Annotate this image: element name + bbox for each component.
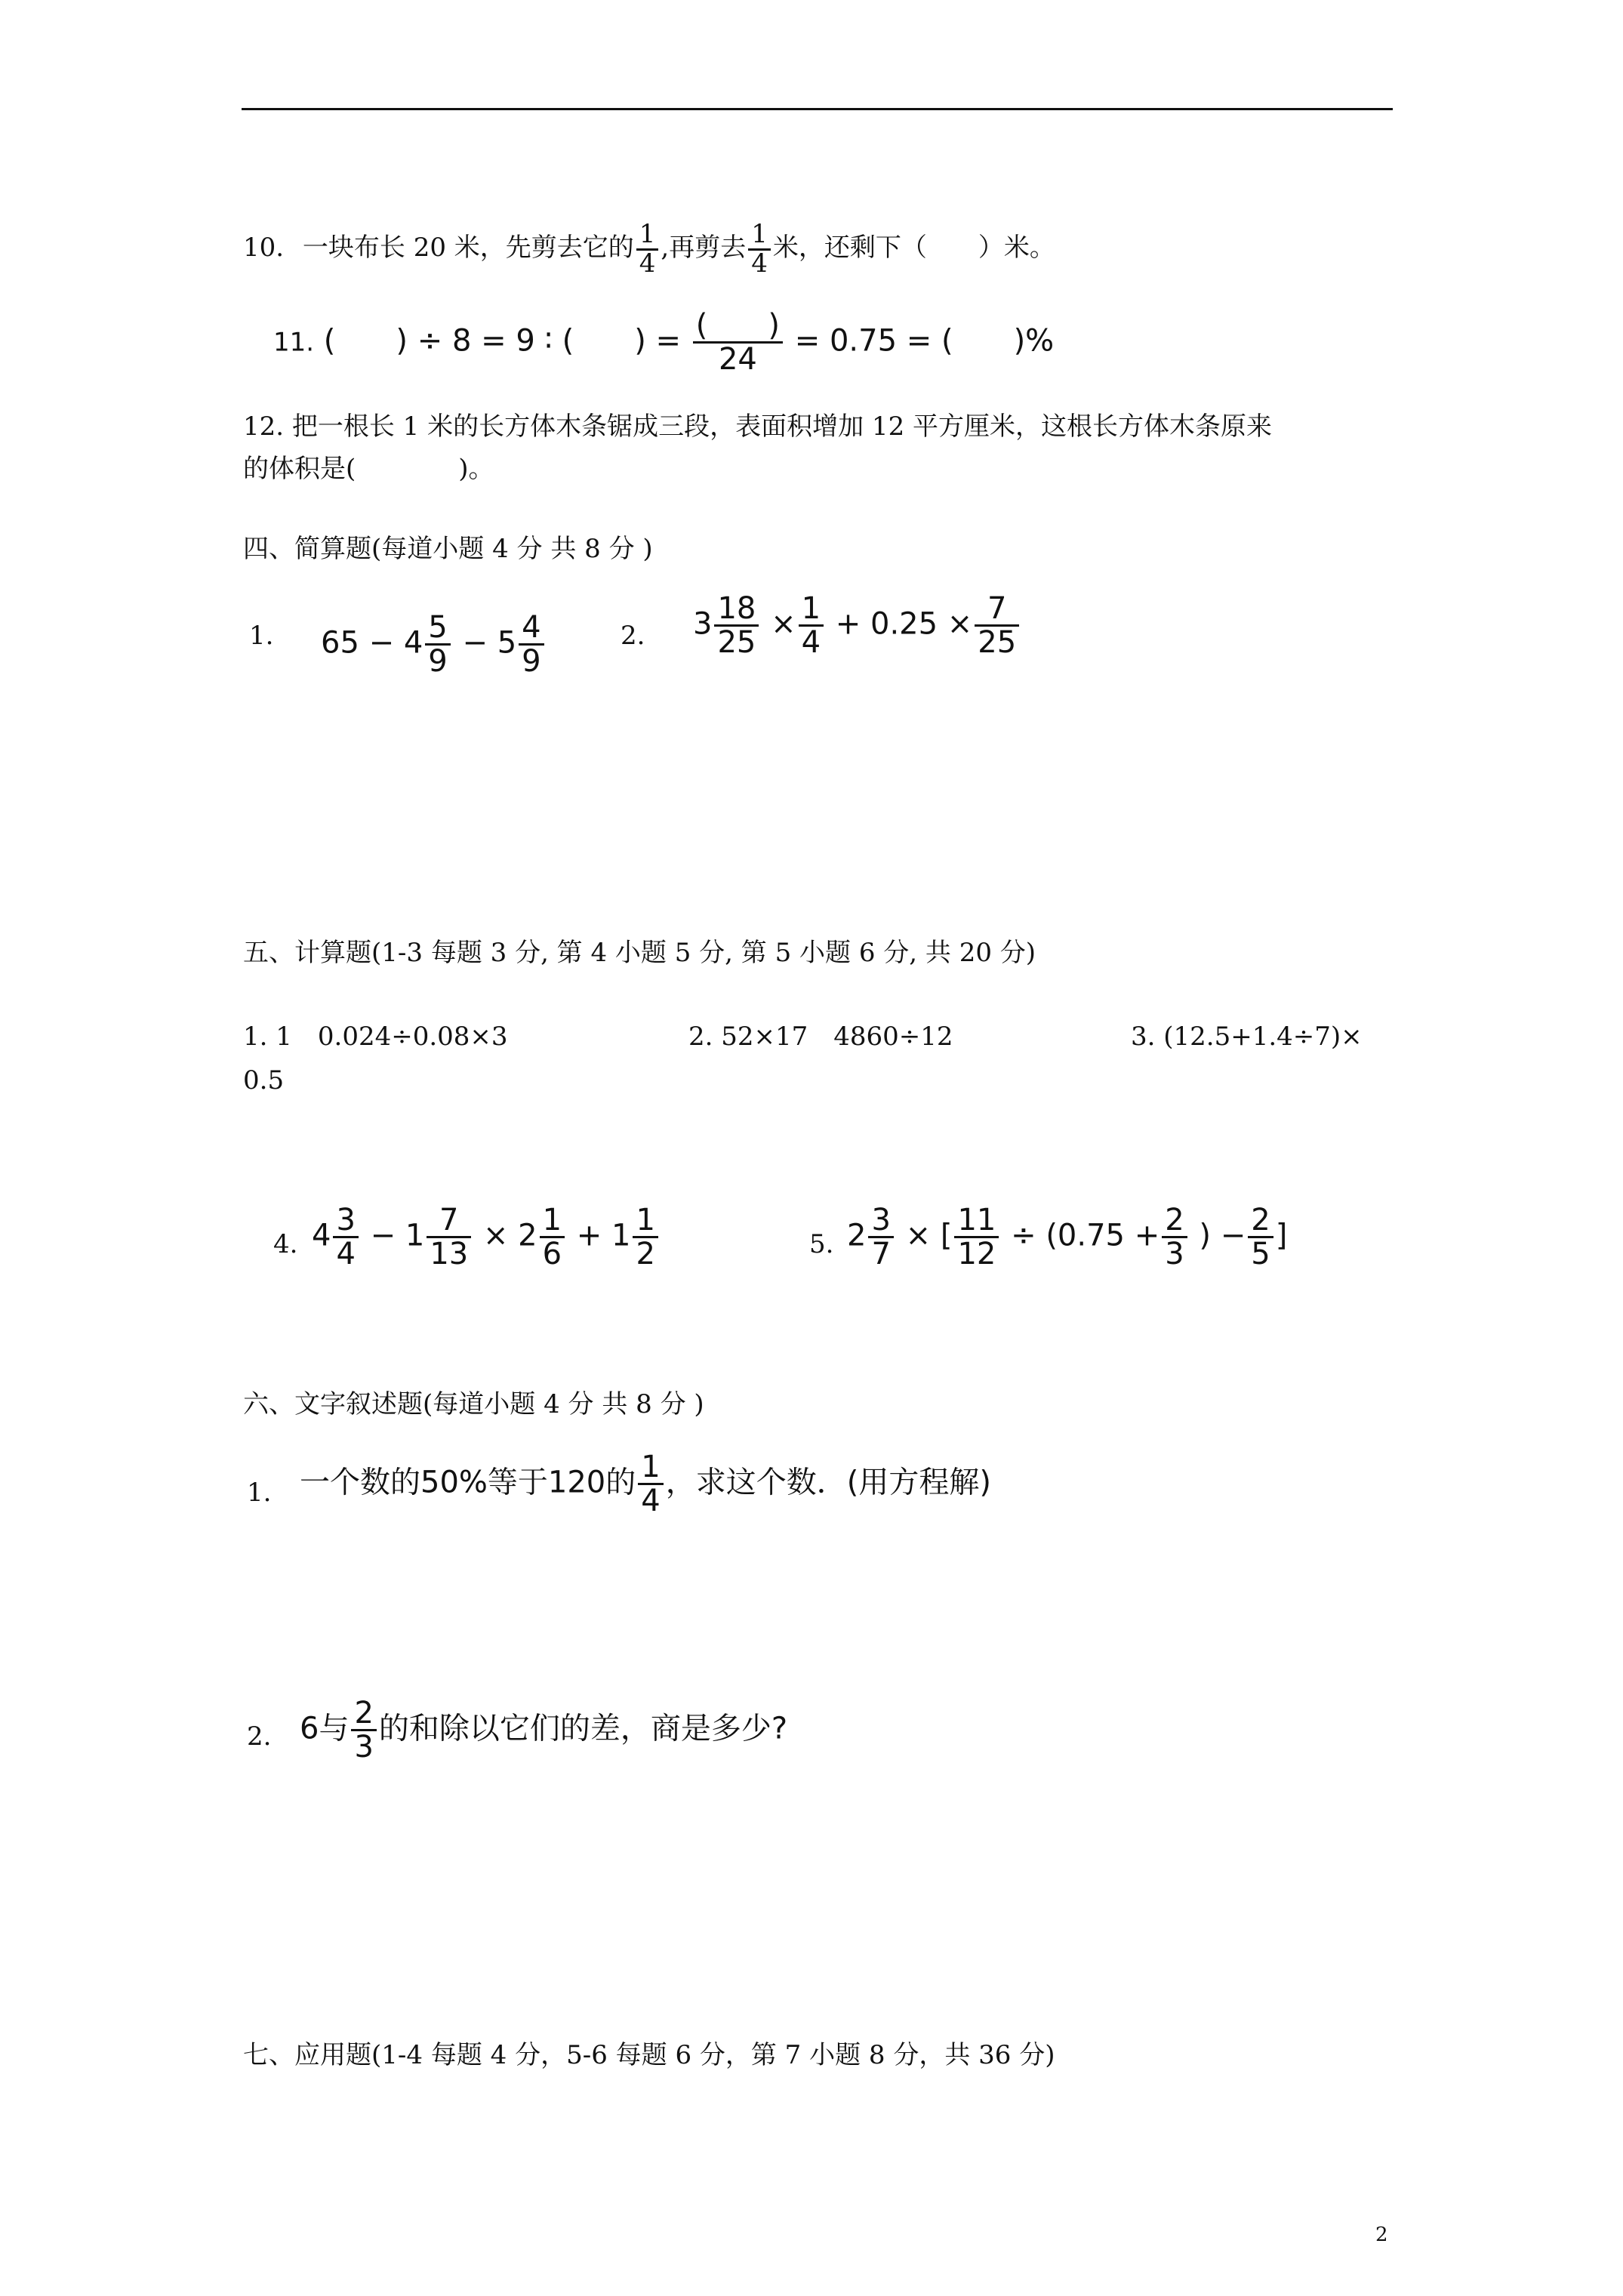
- fraction: [799, 593, 824, 658]
- section-7-title: 七、应用题(1-4 每题 4 分，5-6 每题 6 分，第 7 小题 8 分，共 36 分): [243, 2040, 1055, 2070]
- fraction: [868, 1204, 893, 1270]
- fraction: [638, 1451, 663, 1517]
- expr: 2: [847, 1218, 867, 1253]
- expr: + 1: [576, 1218, 631, 1253]
- denominator: 7: [871, 1237, 891, 1271]
- expr: 65 − 4: [321, 625, 423, 661]
- numerator: 11: [954, 1204, 999, 1238]
- question-text: 的和除以它们的差，商是多少?: [378, 1711, 788, 1746]
- fraction: [540, 1204, 565, 1270]
- fraction: [425, 612, 450, 677]
- denominator: 4: [641, 1484, 661, 1518]
- denominator: 12: [957, 1237, 996, 1271]
- section-5-problem-1: 1. 1 0.024÷0.08×3: [243, 1022, 508, 1052]
- numerator: 2: [351, 1697, 376, 1731]
- numerator: 2: [1162, 1204, 1187, 1238]
- question-text: 一块布长 20 米，先剪去它的: [302, 233, 634, 264]
- numerator: 4: [519, 612, 544, 646]
- question-text: ,再剪去: [661, 233, 747, 264]
- numerator: 7: [427, 1204, 471, 1238]
- expr: − 5: [462, 625, 517, 661]
- fraction: [519, 612, 544, 677]
- section-5-problem-5: [847, 1204, 1287, 1270]
- denominator: 4: [336, 1237, 356, 1271]
- fraction: [333, 1204, 358, 1270]
- numerator: 5: [425, 612, 450, 646]
- section-5-problem-2: 2. 52×17 4860÷12: [688, 1022, 953, 1052]
- denominator: 3: [354, 1730, 374, 1764]
- question-text: 一个数的50%等于120的: [300, 1465, 636, 1500]
- numerator: 1: [633, 1204, 658, 1238]
- fraction: [636, 221, 659, 277]
- section-4-problem-2: [693, 593, 1021, 658]
- numerator: 1: [748, 221, 771, 251]
- equation-part: ( ) ÷ 8 = 9 ∶ ( ) =: [323, 323, 682, 359]
- section-4-title: 四、简算题(每道小题 4 分 共 8 分 ): [243, 534, 653, 564]
- section-5-title: 五、计算题(1-3 每题 3 分, 第 4 小题 5 分, 第 5 小题 6 分, 共 20 分): [243, 938, 1036, 968]
- section-5-problem-3-continued: 0.5: [243, 1065, 285, 1096]
- numerator: ( ): [693, 310, 783, 344]
- expr: ) −: [1199, 1218, 1246, 1253]
- question-text: 米，还剩下（ ）米。: [772, 233, 1055, 264]
- question-10: [243, 221, 1055, 277]
- expr: 3: [693, 606, 713, 642]
- question-12-line-2: 的体积是( )。: [243, 454, 494, 484]
- section-6-problem-1: [300, 1451, 991, 1517]
- expr: ÷ (0.75 +: [1011, 1218, 1160, 1253]
- expr: − 1: [370, 1218, 425, 1253]
- section-5-problem-4: [312, 1204, 661, 1270]
- fraction: [748, 221, 771, 277]
- problem-number: 5.: [809, 1229, 834, 1259]
- section-4-problem-1: [321, 612, 547, 677]
- section-5-problem-3: 3. (12.5+1.4÷7)×: [1131, 1022, 1363, 1052]
- numerator: 7: [975, 593, 1019, 627]
- question-11: [273, 310, 1054, 375]
- problem-number: 1.: [249, 621, 274, 651]
- fraction: [954, 1204, 999, 1270]
- denominator: 25: [717, 625, 756, 660]
- numerator: 3: [868, 1204, 893, 1238]
- expr: + 0.25 ×: [835, 606, 973, 642]
- fraction: [693, 310, 783, 375]
- section-6-problem-2: [300, 1697, 787, 1763]
- question-number: 11.: [273, 327, 315, 358]
- fraction: [975, 593, 1019, 658]
- expr: ]: [1275, 1218, 1288, 1253]
- denominator: 13: [430, 1237, 469, 1271]
- expr: ×: [771, 606, 796, 642]
- header-rule: [242, 108, 1393, 110]
- denominator: 3: [1165, 1237, 1184, 1271]
- denominator: 2: [636, 1237, 655, 1271]
- denominator: 5: [1251, 1237, 1270, 1271]
- numerator: 2: [1248, 1204, 1273, 1238]
- numerator: 1: [799, 593, 824, 627]
- fraction: [1162, 1204, 1187, 1270]
- page-number: 2: [1375, 2224, 1388, 2246]
- problem-number: 4.: [273, 1229, 298, 1259]
- numerator: 1: [540, 1204, 565, 1238]
- denominator: 24: [718, 342, 757, 377]
- denominator: 6: [542, 1237, 562, 1271]
- question-number: 10.: [243, 233, 285, 264]
- numerator: 1: [636, 221, 659, 251]
- fraction: [351, 1697, 376, 1763]
- denominator: 4: [751, 248, 768, 279]
- denominator: 25: [978, 625, 1017, 660]
- expr: 4: [312, 1218, 331, 1253]
- section-6-title: 六、文字叙述题(每道小题 4 分 共 8 分 ): [243, 1389, 704, 1419]
- equation-part: = 0.75 = ( )%: [794, 323, 1055, 359]
- numerator: 18: [714, 593, 759, 627]
- fraction: [1248, 1204, 1273, 1270]
- problem-number: 1.: [247, 1478, 272, 1508]
- denominator: 4: [639, 248, 656, 279]
- denominator: 9: [522, 644, 541, 679]
- problem-number: 2.: [247, 1721, 272, 1752]
- fraction: [633, 1204, 658, 1270]
- problem-number: 2.: [621, 621, 645, 651]
- denominator: 9: [428, 644, 448, 679]
- expr: × [: [905, 1218, 953, 1253]
- question-text: ，求这个数．(用方程解): [665, 1465, 991, 1500]
- expr: × 2: [482, 1218, 537, 1253]
- question-12-line-1: 12. 把一根长 1 米的长方体木条锯成三段，表面积增加 12 平方厘米，这根长方体木条原来: [243, 411, 1273, 442]
- denominator: 4: [801, 625, 821, 660]
- fraction: [427, 1204, 471, 1270]
- question-text: 6与: [300, 1711, 350, 1746]
- fraction: [714, 593, 759, 658]
- numerator: 3: [333, 1204, 358, 1238]
- numerator: 1: [638, 1451, 663, 1485]
